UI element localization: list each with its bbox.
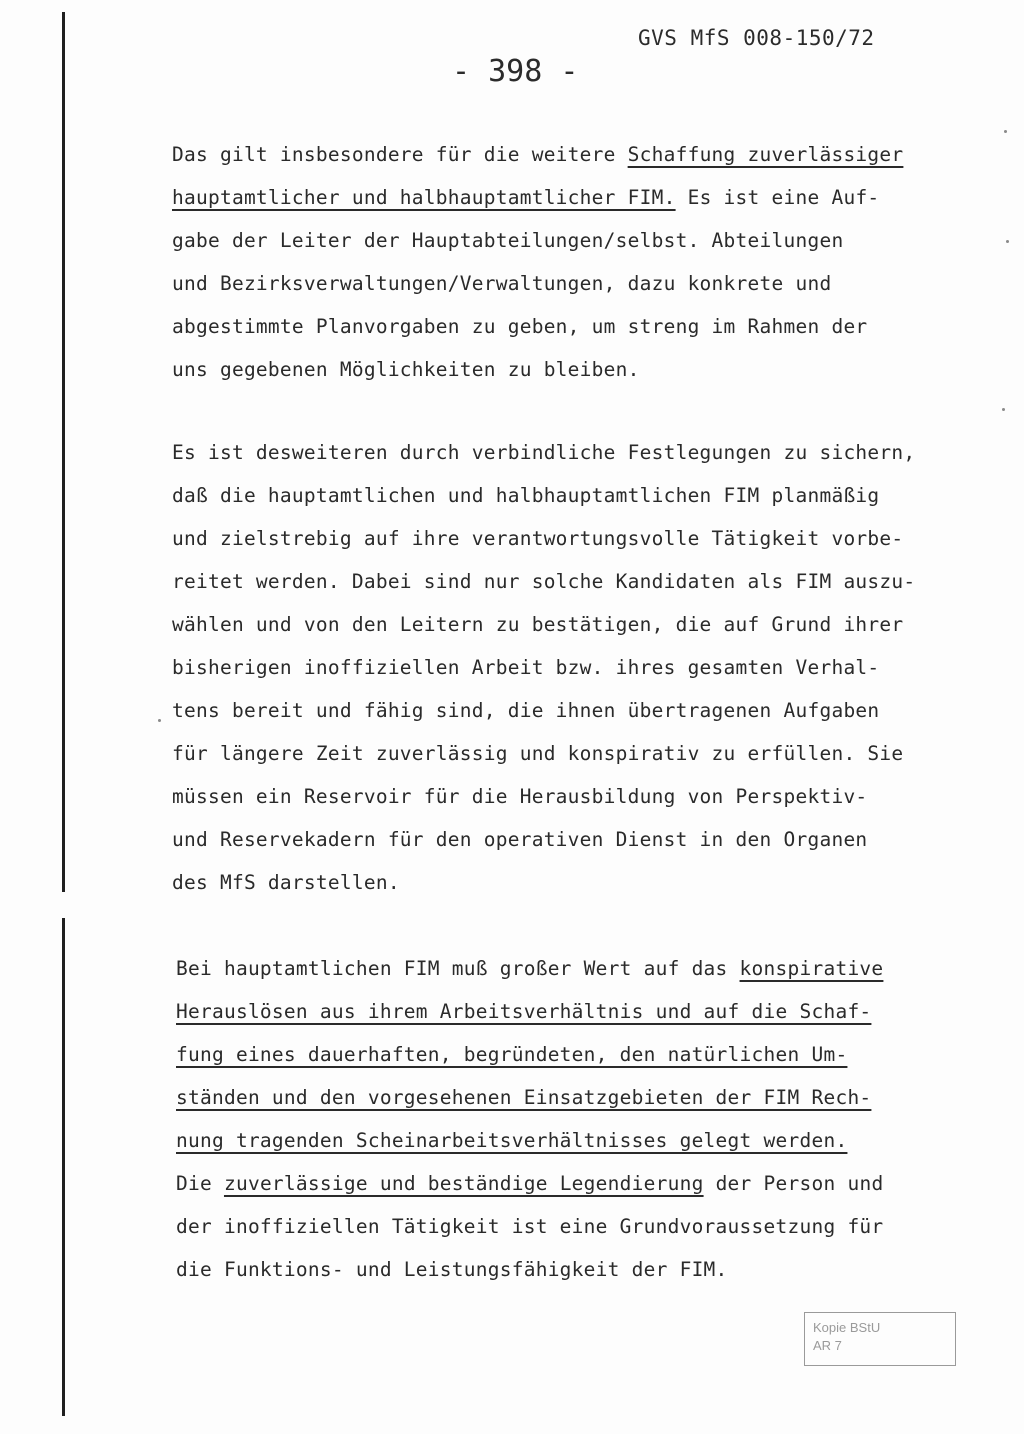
ink-speck	[158, 719, 161, 722]
margin-line-top	[62, 12, 65, 892]
text-segment: wählen und von den Leitern zu bestätigen, die auf Grund ihrer	[172, 613, 904, 636]
underlined-text: hauptamtlicher und halbhauptamtlicher FIM.	[172, 186, 676, 209]
text-segment: tens bereit und fähig sind, die ihnen übertragenen Aufgaben	[172, 699, 880, 722]
text-line	[172, 305, 972, 348]
text-segment: müssen ein Reservoir für die Herausbildung von Perspektiv-	[172, 785, 868, 808]
text-line	[172, 560, 972, 603]
underlined-text: Herauslösen aus ihrem Arbeitsverhältnis und auf die Schaf-	[176, 1000, 872, 1023]
text-line	[176, 1248, 976, 1291]
paragraph-1	[172, 133, 972, 391]
text-segment: bisherigen inoffiziellen Arbeit bzw. ihres gesamten Verhal-	[172, 656, 880, 679]
text-line	[172, 775, 972, 818]
text-segment: Das gilt insbesondere für die weitere	[172, 143, 628, 166]
text-segment: Es ist eine Auf-	[675, 186, 880, 209]
text-segment: Die	[176, 1172, 224, 1195]
text-line	[176, 947, 976, 990]
text-segment: daß die hauptamtlichen und halbhauptamtlichen FIM planmäßig	[172, 484, 880, 507]
text-segment: uns gegebenen Möglichkeiten zu bleiben.	[172, 358, 640, 381]
text-line	[176, 1119, 976, 1162]
text-segment: der Person und	[703, 1172, 884, 1195]
text-line	[172, 348, 972, 391]
text-line	[172, 176, 972, 219]
text-line	[172, 646, 972, 689]
underlined-text: Schaffung zuverlässiger	[627, 143, 904, 166]
underlined-text: fung eines dauerhaften, begründeten, den natürlichen Um-	[176, 1043, 848, 1066]
page-number: - 398 -	[452, 54, 579, 89]
text-line	[172, 818, 972, 861]
text-line	[172, 689, 972, 732]
text-segment: abgestimmte Planvorgaben zu geben, um streng im Rahmen der	[172, 315, 868, 338]
text-segment: für längere Zeit zuverlässig und konspirativ zu erfüllen. Sie	[172, 742, 904, 765]
text-line	[172, 732, 972, 775]
text-line	[172, 431, 972, 474]
text-segment: reitet werden. Dabei sind nur solche Kandidaten als FIM auszu-	[172, 570, 916, 593]
document-reference: GVS MfS 008-150/72	[638, 26, 875, 50]
text-line	[172, 474, 972, 517]
text-line	[176, 990, 976, 1033]
text-line	[176, 1033, 976, 1076]
text-line	[172, 262, 972, 305]
text-segment: gabe der Leiter der Hauptabteilungen/selbst. Abteilungen	[172, 229, 844, 252]
stamp-line-2: AR 7	[813, 1338, 842, 1353]
text-segment: und Bezirksverwaltungen/Verwaltungen, dazu konkrete und	[172, 272, 832, 295]
text-segment: die Funktions- und Leistungsfähigkeit der FIM.	[176, 1258, 728, 1281]
text-line	[176, 1076, 976, 1119]
text-segment: des MfS darstellen.	[172, 871, 400, 894]
text-line	[172, 603, 972, 646]
text-segment: und Reservekadern für den operativen Dienst in den Organen	[172, 828, 868, 851]
text-segment: Bei hauptamtlichen FIM muß großer Wert auf das	[176, 957, 740, 980]
text-segment: der inoffiziellen Tätigkeit ist eine Grundvoraussetzung für	[176, 1215, 884, 1238]
text-line	[172, 219, 972, 262]
margin-line-bottom	[62, 918, 65, 1416]
archive-stamp	[804, 1312, 956, 1366]
text-line	[172, 517, 972, 560]
ink-speck	[1002, 408, 1005, 411]
text-line	[172, 861, 972, 904]
stamp-line-1: Kopie BStU	[813, 1320, 881, 1335]
paragraph-3	[176, 947, 976, 1291]
text-segment: und zielstrebig auf ihre verantwortungsvolle Tätigkeit vorbe-	[172, 527, 904, 550]
text-segment: Es ist desweiteren durch verbindliche Festlegungen zu sichern,	[172, 441, 916, 464]
text-line	[172, 133, 972, 176]
text-line	[176, 1162, 976, 1205]
underlined-text: konspirative	[739, 957, 884, 980]
ink-speck	[1004, 130, 1007, 133]
underlined-text: ständen und den vorgesehenen Einsatzgebieten der FIM Rech-	[176, 1086, 872, 1109]
paragraph-2	[172, 431, 972, 904]
underlined-text: nung tragenden Scheinarbeitsverhältnisses gelegt werden.	[176, 1129, 848, 1152]
underlined-text: zuverlässige und beständige Legendierung	[223, 1172, 704, 1195]
ink-speck	[1006, 240, 1009, 243]
text-line	[176, 1205, 976, 1248]
